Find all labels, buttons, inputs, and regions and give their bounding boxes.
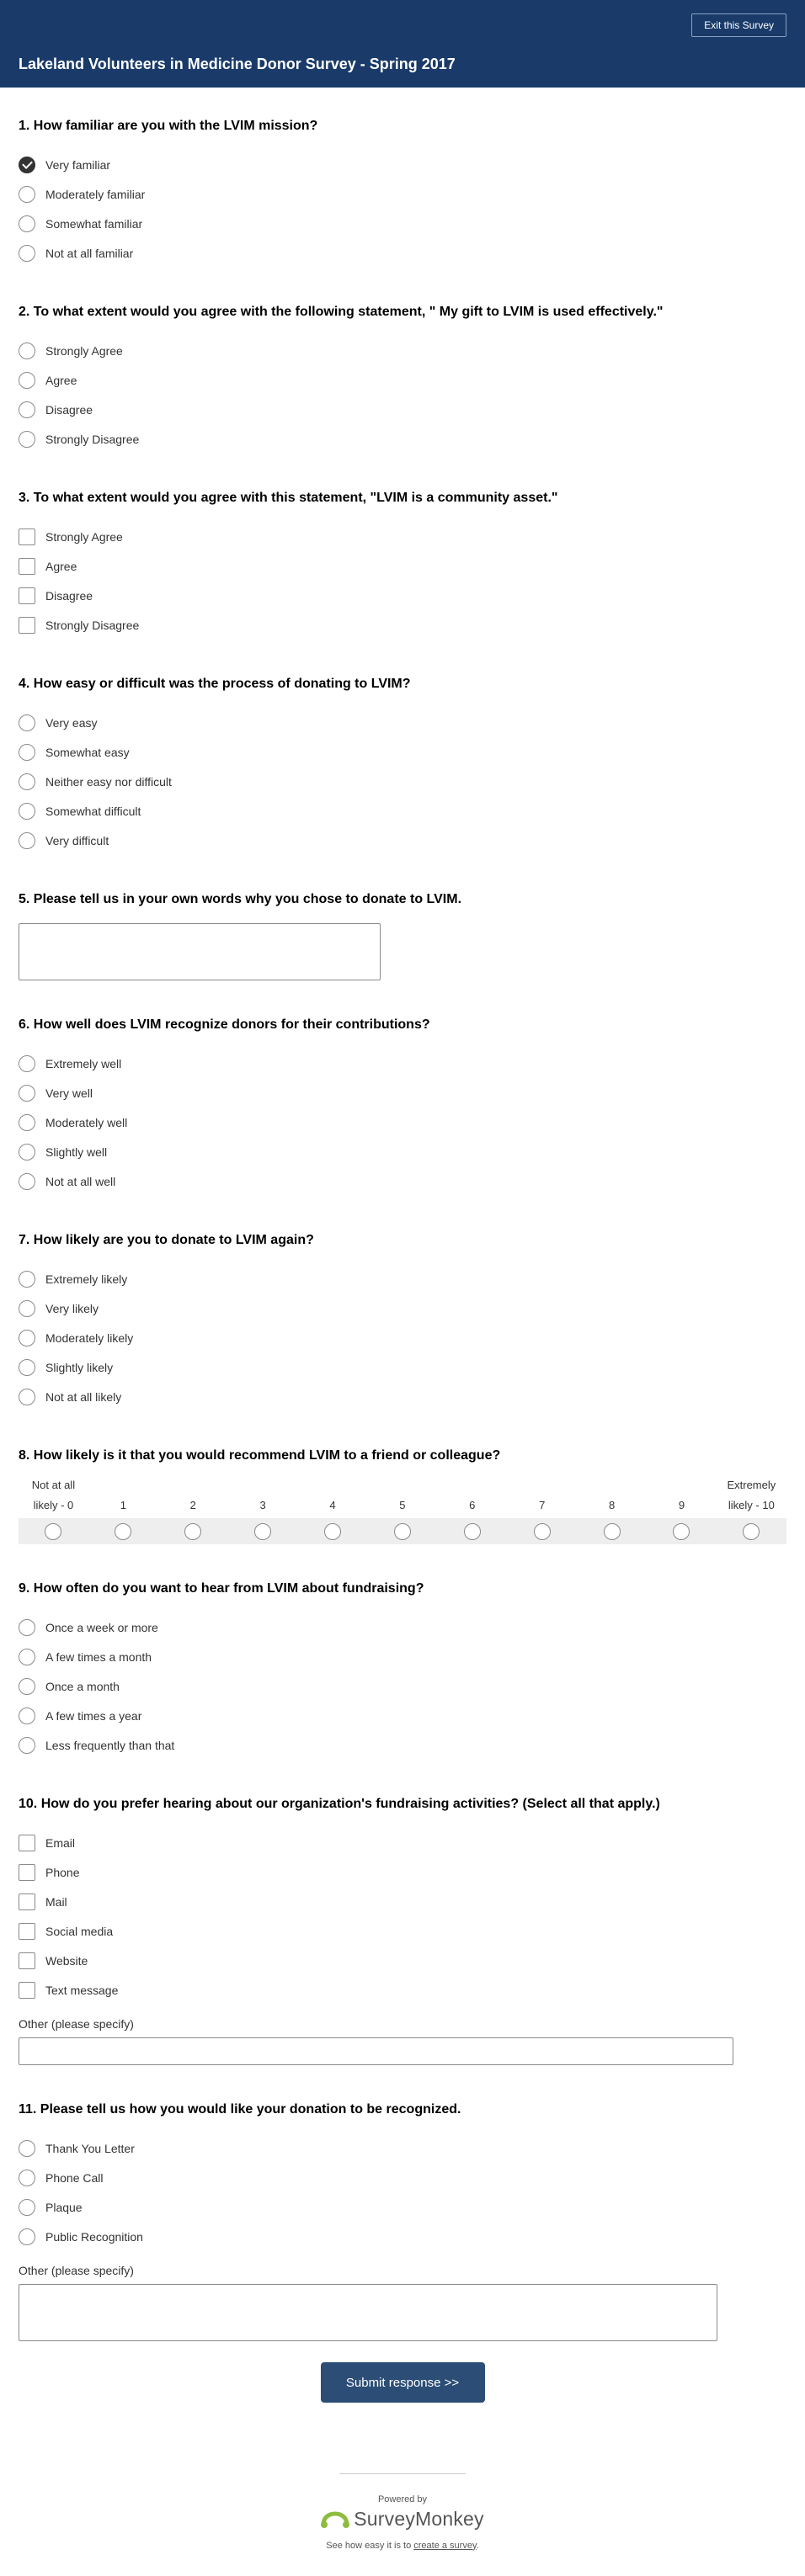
radio-button[interactable] [19, 245, 35, 262]
question-title: 1. How familiar are you with the LVIM mission? [19, 119, 318, 133]
nps-low-line1: Not at all [31, 1479, 76, 1491]
option-label: Very well [45, 1086, 93, 1100]
question-title: 11. Please tell us how you would like your donation to be recognized. [19, 2102, 461, 2117]
option-extremely-likely[interactable] [19, 1264, 786, 1293]
submit-button[interactable]: Submit response >> [321, 2362, 485, 2403]
checkbox[interactable] [19, 1835, 35, 1851]
checkbox[interactable] [19, 1923, 35, 1940]
checkbox[interactable] [19, 1864, 35, 1881]
option-strongly-disagree[interactable] [19, 610, 786, 640]
question-title: 7. How likely are you to donate to LVIM again? [19, 1233, 314, 1247]
option-label: Plaque [45, 2200, 83, 2214]
option-label: Agree [45, 373, 77, 387]
radio-button[interactable] [19, 2228, 35, 2245]
option-label: Strongly Agree [45, 529, 123, 544]
nps-label-0 [19, 1475, 88, 1516]
comment-textarea[interactable] [19, 923, 381, 980]
radio-button[interactable] [19, 1144, 35, 1161]
radio-button[interactable] [19, 2199, 35, 2216]
option-label: Extremely likely [45, 1272, 128, 1286]
radio-button[interactable] [19, 215, 35, 232]
option-not-at-all-likely[interactable] [19, 1382, 786, 1411]
option-label: Text message [45, 1983, 119, 1997]
footer [19, 2473, 786, 2576]
option-plaque[interactable] [19, 2192, 786, 2222]
nps-radio-row [19, 1518, 786, 1544]
radio-button[interactable] [19, 1271, 35, 1288]
question-2 [19, 304, 786, 454]
radio-button[interactable] [19, 714, 35, 731]
option-strongly-agree[interactable] [19, 336, 786, 365]
option-somewhat-familiar[interactable] [19, 209, 786, 238]
tagline-prefix: See how easy it is to [326, 2540, 414, 2551]
option-label: Mail [45, 1894, 67, 1909]
option-label: Moderately well [45, 1115, 128, 1129]
option-somewhat-easy[interactable] [19, 737, 786, 767]
option-strongly-agree[interactable] [19, 522, 786, 551]
powered-by-label: Powered by [377, 2494, 428, 2504]
radio-button[interactable] [19, 803, 35, 820]
other-label: Other (please specify) [19, 2017, 134, 2031]
nps-label-7: 7 [539, 1499, 546, 1511]
nps-label-3: 3 [259, 1499, 266, 1511]
option-public-recognition[interactable] [19, 2222, 786, 2251]
checkbox[interactable] [19, 1893, 35, 1910]
radio-button[interactable] [19, 1085, 35, 1102]
option-label: Slightly likely [45, 1360, 114, 1374]
option-thank-you-letter[interactable] [19, 2133, 786, 2163]
question-10 [19, 1796, 786, 2065]
nps-radio-7[interactable] [534, 1523, 551, 1540]
radio-button[interactable] [19, 2140, 35, 2157]
checkbox[interactable] [19, 1952, 35, 1969]
nps-radio-8[interactable] [604, 1523, 621, 1540]
surveymonkey-logo-icon [321, 2511, 349, 2528]
nps-radio-4[interactable] [324, 1523, 341, 1540]
option-not-at-all-familiar[interactable] [19, 238, 786, 268]
nps-radio-1[interactable] [115, 1523, 131, 1540]
nps-label-10 [717, 1475, 786, 1516]
radio-button[interactable] [19, 431, 35, 448]
submit-area [19, 2362, 786, 2403]
checkbox[interactable] [19, 587, 35, 604]
radio-button[interactable] [19, 1708, 35, 1724]
radio-button[interactable] [19, 1737, 35, 1754]
option-label: A few times a year [45, 1708, 142, 1723]
option-slightly-likely[interactable] [19, 1352, 786, 1382]
option-strongly-disagree[interactable] [19, 424, 786, 454]
option-label: Slightly well [45, 1145, 108, 1159]
nps-label-9: 9 [678, 1499, 685, 1511]
question-title: 4. How easy or difficult was the process of donating to LVIM? [19, 677, 411, 691]
create-survey-link[interactable]: create a survey [413, 2540, 477, 2551]
question-9 [19, 1580, 786, 1760]
question-7 [19, 1232, 786, 1411]
option-label: Email [45, 1835, 76, 1850]
question-title: 3. To what extent would you agree with this statement, "LVIM is a community asset." [19, 491, 558, 505]
option-label: Very likely [45, 1301, 99, 1315]
option-label: Extremely well [45, 1056, 122, 1070]
radio-button[interactable] [19, 1389, 35, 1405]
option-website[interactable] [19, 1946, 786, 1975]
exit-survey-button[interactable]: Exit this Survey [691, 13, 786, 37]
nps-label-5: 5 [399, 1499, 406, 1511]
option-label: A few times a month [45, 1649, 152, 1664]
option-text-message[interactable] [19, 1975, 786, 2005]
option-less-frequently[interactable] [19, 1730, 786, 1760]
option-very-likely[interactable] [19, 1293, 786, 1323]
radio-button[interactable] [19, 1619, 35, 1636]
radio-button[interactable] [19, 832, 35, 849]
option-label: Strongly Disagree [45, 618, 140, 632]
radio-button[interactable] [19, 2170, 35, 2186]
question-title: 6. How well does LVIM recognize donors for their contributions? [19, 1017, 430, 1032]
option-label: Strongly Disagree [45, 432, 140, 446]
radio-checked-icon[interactable] [19, 157, 35, 173]
radio-button[interactable] [19, 1300, 35, 1317]
radio-button[interactable] [19, 1649, 35, 1665]
option-very-familiar[interactable] [19, 150, 786, 179]
brand-name: SurveyMonkey [354, 2508, 484, 2530]
option-disagree[interactable] [19, 395, 786, 424]
question-3 [19, 490, 786, 640]
question-title: 5. Please tell us in your own words why you chose to donate to LVIM. [19, 892, 462, 906]
radio-button[interactable] [19, 343, 35, 359]
option-neither[interactable] [19, 767, 786, 796]
nps-radio-10[interactable] [743, 1523, 760, 1540]
option-disagree[interactable] [19, 581, 786, 610]
question-title: 2. To what extent would you agree with the following statement, " My gift to LVIM is used effectively." [19, 305, 664, 319]
option-phone-call[interactable] [19, 2163, 786, 2192]
question-4 [19, 676, 786, 855]
option-label: Very familiar [45, 157, 111, 172]
option-label: Strongly Agree [45, 343, 123, 358]
option-once-a-month[interactable] [19, 1671, 786, 1701]
option-label: Very difficult [45, 833, 109, 847]
option-moderately-familiar[interactable] [19, 179, 786, 209]
radio-button[interactable] [19, 1114, 35, 1131]
option-label: Phone Call [45, 2170, 104, 2185]
option-label: Not at all familiar [45, 246, 134, 260]
footer-tagline [19, 2541, 786, 2551]
question-title: 10. How do you prefer hearing about our organization's fundraising activities? (Select all that apply.) [19, 1797, 660, 1811]
other-textarea[interactable] [19, 2284, 717, 2341]
question-title: 9. How often do you want to hear from LVIM about fundraising? [19, 1581, 424, 1596]
question-6 [19, 1017, 786, 1196]
nps-radio-3[interactable] [254, 1523, 271, 1540]
option-label: Agree [45, 559, 77, 573]
option-slightly-well[interactable] [19, 1137, 786, 1166]
option-label: Once a month [45, 1679, 120, 1693]
nps-scale-labels [19, 1475, 786, 1516]
nps-high-line1: Extremely [727, 1479, 776, 1491]
option-email[interactable] [19, 1828, 786, 1857]
option-very-difficult[interactable] [19, 826, 786, 855]
surveymonkey-logo [321, 2508, 484, 2531]
question-11 [19, 2101, 786, 2341]
checkbox[interactable] [19, 528, 35, 545]
option-label: Social media [45, 1924, 114, 1938]
option-extremely-well[interactable] [19, 1049, 786, 1078]
option-mail[interactable] [19, 1887, 786, 1916]
option-label: Website [45, 1953, 88, 1968]
option-few-times-month[interactable] [19, 1642, 786, 1671]
option-label: Somewhat familiar [45, 216, 143, 231]
option-label: Disagree [45, 588, 93, 603]
radio-button[interactable] [19, 1330, 35, 1346]
option-few-times-year[interactable] [19, 1701, 786, 1730]
radio-button[interactable] [19, 1359, 35, 1376]
nps-low-line2: likely - 0 [33, 1499, 74, 1511]
nps-label-1: 1 [120, 1499, 126, 1511]
option-label: Phone [45, 1865, 80, 1879]
option-agree[interactable] [19, 365, 786, 395]
option-label: Neither easy nor difficult [45, 774, 172, 789]
radio-button[interactable] [19, 186, 35, 203]
tagline-suffix: . [476, 2540, 479, 2551]
option-agree[interactable] [19, 551, 786, 581]
question-8 [19, 1447, 786, 1544]
option-label: Moderately familiar [45, 187, 146, 201]
option-label: Not at all well [45, 1174, 116, 1188]
survey-title: Lakeland Volunteers in Medicine Donor Survey - Spring 2017 [19, 56, 456, 72]
nps-radio-0[interactable] [45, 1523, 61, 1540]
radio-button[interactable] [19, 372, 35, 389]
nps-label-2: 2 [189, 1499, 196, 1511]
option-phone[interactable] [19, 1857, 786, 1887]
option-very-easy[interactable] [19, 708, 786, 737]
checkbox[interactable] [19, 617, 35, 634]
option-label: Once a week or more [45, 1620, 158, 1634]
question-title: 8. How likely is it that you would recommend LVIM to a friend or colleague? [19, 1448, 501, 1463]
nps-radio-9[interactable] [673, 1523, 690, 1540]
nps-radio-6[interactable] [464, 1523, 481, 1540]
option-very-well[interactable] [19, 1078, 786, 1107]
radio-button[interactable] [19, 401, 35, 418]
option-moderately-well[interactable] [19, 1107, 786, 1137]
question-1 [19, 118, 786, 268]
radio-button[interactable] [19, 773, 35, 790]
nps-high-line2: likely - 10 [728, 1499, 775, 1511]
option-label: Public Recognition [45, 2229, 143, 2244]
question-5 [19, 891, 786, 980]
option-not-at-all-well[interactable] [19, 1166, 786, 1196]
option-label: Not at all likely [45, 1389, 122, 1404]
option-label: Very easy [45, 715, 98, 730]
option-label: Thank You Letter [45, 2141, 135, 2155]
option-label: Somewhat easy [45, 745, 130, 759]
nps-label-6: 6 [469, 1499, 476, 1511]
other-input[interactable] [19, 2037, 733, 2065]
radio-button[interactable] [19, 1055, 35, 1072]
option-moderately-likely[interactable] [19, 1323, 786, 1352]
other-label: Other (please specify) [19, 2264, 134, 2277]
radio-button[interactable] [19, 1678, 35, 1695]
nps-radio-2[interactable] [184, 1523, 201, 1540]
radio-button[interactable] [19, 744, 35, 761]
option-social-media[interactable] [19, 1916, 786, 1946]
option-label: Somewhat difficult [45, 804, 141, 818]
option-once-a-week[interactable] [19, 1612, 786, 1642]
option-label: Moderately likely [45, 1330, 134, 1345]
footer-divider [339, 2473, 466, 2474]
nps-radio-5[interactable] [394, 1523, 411, 1540]
checkbox[interactable] [19, 1982, 35, 1999]
survey-body [0, 88, 805, 2576]
checkbox[interactable] [19, 558, 35, 575]
survey-header [0, 0, 805, 88]
option-somewhat-difficult[interactable] [19, 796, 786, 826]
option-label: Less frequently than that [45, 1738, 175, 1752]
nps-label-4: 4 [329, 1499, 336, 1511]
radio-button[interactable] [19, 1173, 35, 1190]
nps-label-8: 8 [608, 1499, 616, 1511]
option-label: Disagree [45, 402, 93, 417]
